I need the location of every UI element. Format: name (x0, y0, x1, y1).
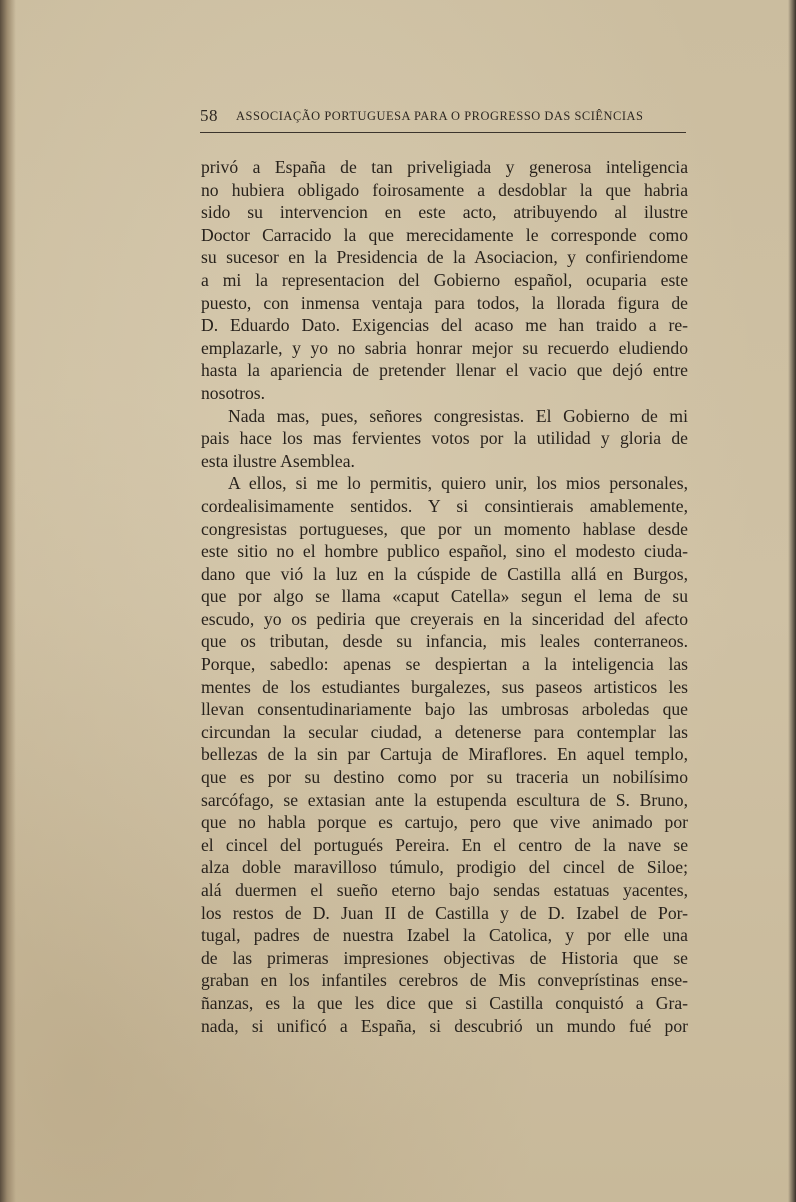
text-line: puesto, con inmensa ventaja para todos, la llorada figura de (201, 292, 688, 313)
text-line: los restos de D. Juan II de Castilla y de D. Izabel de Por- (201, 902, 688, 923)
text-line: que os tributan, desde su infancia, mis leales conterraneos. (201, 631, 688, 652)
text-line: circundan la secular ciudad, a detenerse para contemplar las (201, 721, 688, 742)
text-line: hasta la apariencia de pretender llenar el vacio que dejó entre (201, 360, 688, 381)
text-line: ñanzas, es la que les dice que si Castilla conquistó a Gra- (201, 992, 688, 1013)
text-line: sarcófago, se extasian ante la estupenda escultura de S. Bruno, (201, 789, 688, 810)
text-line: D. Eduardo Dato. Exigencias del acaso me han traido a re- (201, 315, 688, 336)
text-line: su sucesor en la Presidencia de la Asociacion, y confiriendome (201, 247, 688, 268)
text-line: congresistas portugueses, que por un momento hablase desde (201, 518, 688, 539)
text-line: pais hace los mas fervientes votos por la utilidad y gloria de (201, 428, 688, 449)
text-line: cordealisimamente sentidos. Y si consintierais amablemente, (201, 495, 688, 516)
page-header (200, 106, 686, 128)
text-line: A ellos, si me lo permitis, quiero unir, los mios personales, (228, 473, 688, 494)
page-number: 58 (200, 106, 218, 125)
text-line: llevan consentudinariamente bajo las umbrosas arboledas que (201, 699, 688, 720)
body-text (201, 156, 688, 1037)
text-line: escudo, yo os pediria que creyerais en la sinceridad del afecto (201, 608, 688, 629)
text-line: nosotros. (201, 382, 266, 403)
text-line: sido su intervencion en este acto, atribuyendo al ilustre (201, 202, 688, 223)
text-line: Doctor Carracido la que merecidamente le corresponde como (201, 224, 688, 245)
text-line: este sitio no el hombre publico español, sino el modesto ciuda- (201, 541, 688, 562)
text-line: privó a España de tan priveligiada y generosa inteligencia (201, 157, 688, 177)
text-line: que por algo se llama «caput Catella» segun el lema de su (201, 586, 688, 607)
text-line: alá duermen el sueño eterno bajo sendas estatuas yacentes, (201, 880, 688, 900)
text-line: que no habla porque es cartujo, pero que vive animado por (201, 812, 688, 833)
text-line: emplazarle, y yo no sabria honrar mejor su recuerdo eludiendo (201, 337, 688, 358)
text-line: a mi la representacion del Gobierno español, ocuparia este (201, 269, 688, 290)
text-line: esta ilustre Asemblea. (201, 450, 355, 471)
text-line: mentes de los estudiantes burgalezes, sus paseos artisticos les (201, 676, 688, 697)
text-line: no hubiera obligado foirosamente a desdoblar la que habria (201, 179, 688, 200)
text-line: el cincel del portugués Pereira. En el centro de la nave se (201, 834, 688, 855)
text-line: tugal, padres de nuestra Izabel la Catolica, y por elle una (201, 925, 688, 946)
running-head: ASSOCIAÇÃO PORTUGUESA PARA O PROGRESSO DAS SCIÊNCIAS (236, 109, 644, 123)
text-line: alza doble maravilloso túmulo, prodigio del cincel de Siloe; (201, 857, 688, 878)
text-line: Porque, sabedlo: apenas se despiertan a la inteligencia las (201, 654, 688, 675)
text-line: de las primeras impresiones objectivas de Historia que se (201, 947, 688, 968)
text-line: nada, si unificó a España, si descubrió un mundo fué por (201, 1015, 688, 1036)
text-line: dano que vió la luz en la cúspide de Castilla allá en Burgos, (201, 563, 688, 584)
header-rule (200, 132, 686, 133)
text-line: bellezas de la sin par Cartuja de Miraflores. En aquel templo, (201, 744, 688, 765)
text-line: Nada mas, pues, señores congresistas. El Gobierno de mi (228, 405, 688, 426)
text-line: graban en los infantiles cerebros de Mis conveprístinas ense- (201, 970, 688, 991)
text-line: que es por su destino como por su traceria un nobilísimo (201, 767, 688, 788)
